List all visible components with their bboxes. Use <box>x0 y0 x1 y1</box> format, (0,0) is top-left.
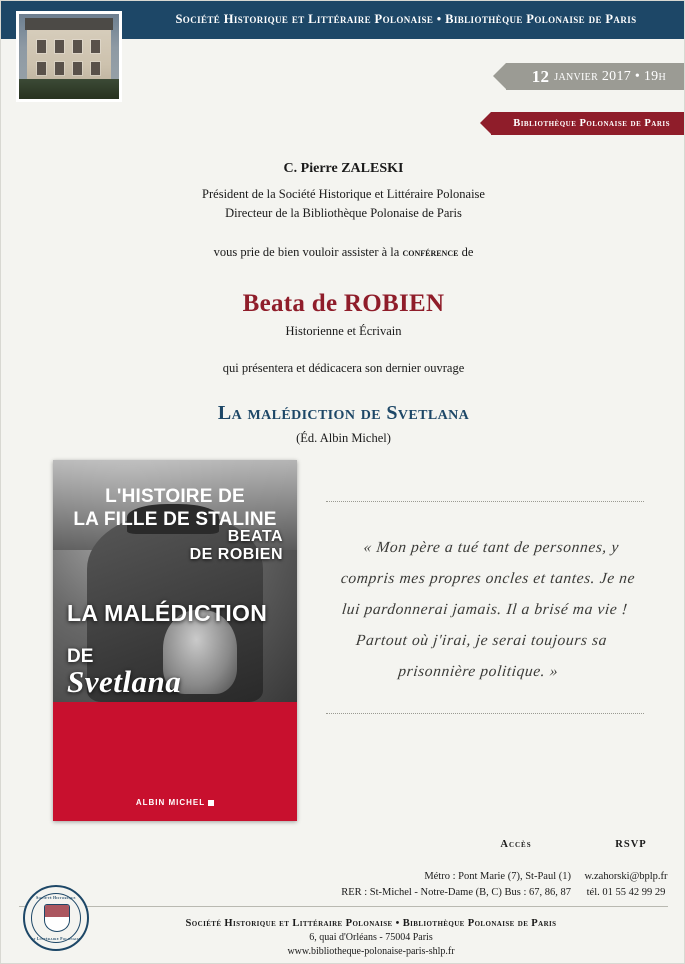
photo-window <box>91 62 100 75</box>
access-heading: Accès <box>500 839 532 850</box>
footer-divider <box>19 906 668 907</box>
rsvp-details <box>571 869 681 901</box>
speaker-name: Beata de ROBIEN <box>242 289 445 317</box>
publisher-square-icon <box>208 800 214 806</box>
seal-text <box>25 887 87 949</box>
cover-band-text <box>53 486 297 532</box>
invitation-prefix: vous prie de bien vouloir assister à la <box>213 244 403 259</box>
header-title: Société Historique et Littéraire Polonaise • Bibliothèque Polonaise de Paris <box>175 12 637 26</box>
invitation-line <box>1 245 685 260</box>
cover-author-line-1: BEATA <box>227 528 283 545</box>
cover-publisher <box>53 798 297 807</box>
host-role-line-1: Président de la Société Historique et Littéraire Polonaise <box>202 187 485 201</box>
building-photo <box>16 11 122 102</box>
quote-divider-bottom <box>326 713 644 714</box>
photo-window <box>37 62 46 75</box>
photo-window <box>73 62 82 75</box>
photo-window <box>55 40 64 53</box>
footer-address: 6, quai d'Orléans - 75004 Paris <box>309 932 433 943</box>
invitation-block <box>1 161 685 446</box>
presentation-line: qui présentera et dédicacera son dernier ouvrage <box>222 360 465 375</box>
footer-organization: Société Historique et Littéraire Polonaise • Bibliothèque Polonaise de Paris <box>185 918 557 929</box>
place-ribbon <box>491 112 684 135</box>
cover-author-line-2: DE ROBIEN <box>189 545 283 563</box>
footer-website[interactable]: www.bibliotheque-polonaise-paris-shlp.fr <box>287 946 455 957</box>
invitation-keyword: conférence <box>402 244 459 259</box>
photo-window <box>55 62 64 75</box>
host-role-line-2: Directeur de la Bibliothèque Polonaise de Paris <box>225 205 462 220</box>
host-name: C. Pierre ZALESKI <box>283 161 404 176</box>
date-ribbon <box>506 63 684 90</box>
rsvp-heading: RSVP <box>615 839 647 850</box>
seal-top-text: Société Historique <box>36 896 76 900</box>
society-seal-logo <box>23 885 89 951</box>
seal-bottom-text: et Littéraire Polonaise <box>31 937 81 941</box>
place-ribbon-label: Bibliothèque Polonaise de Paris <box>513 118 670 129</box>
book-title: La malédiction de Svetlana <box>217 401 470 424</box>
cover-title-line-1: LA MALÉDICTION <box>67 600 268 626</box>
rsvp-email[interactable]: w.zahorski@bplp.fr <box>584 871 668 882</box>
cover-title-line-2: DE <box>67 646 94 667</box>
quote-text: « Mon père a tué tant de personnes, y compris mes propres oncles et tantes. Je ne lui pardonnerai jamais. Il a brisé ma vie ! Partout où j'irai, je serai toujours sa prisonnière politique. » <box>340 539 637 680</box>
book-cover <box>53 460 297 821</box>
quote-block <box>326 501 644 714</box>
cover-band-line-2: LA FILLE DE STALINE <box>73 508 277 530</box>
cover-author <box>190 528 283 564</box>
date-rest: janvier 2017 • 19h <box>554 68 666 84</box>
photo-window <box>37 40 46 53</box>
cover-title-line-3: Svetlana <box>67 664 182 699</box>
speaker-role: Historienne et Écrivain <box>285 323 402 338</box>
photo-roof <box>25 18 113 30</box>
access-details <box>291 869 571 901</box>
cover-publisher-label: ALBIN MICHEL <box>135 798 206 807</box>
invitation-suffix: de <box>458 244 474 259</box>
access-metro: Métro : Pont Marie (7), St-Paul (1) <box>424 871 571 882</box>
footer-lines <box>91 918 651 957</box>
cover-band-line-1: L'HISTOIRE DE <box>105 486 245 507</box>
access-rer: RER : St-Michel - Notre-Dame (B, C) Bus : 67, 86, 87 <box>341 886 571 898</box>
photo-trees <box>19 79 119 99</box>
book-publisher: (Éd. Albin Michel) <box>296 430 391 445</box>
date-day: 12 <box>531 66 550 86</box>
photo-window <box>73 40 82 53</box>
rsvp-phone: tél. 01 55 42 99 29 <box>586 886 666 898</box>
photo-window <box>91 40 100 53</box>
